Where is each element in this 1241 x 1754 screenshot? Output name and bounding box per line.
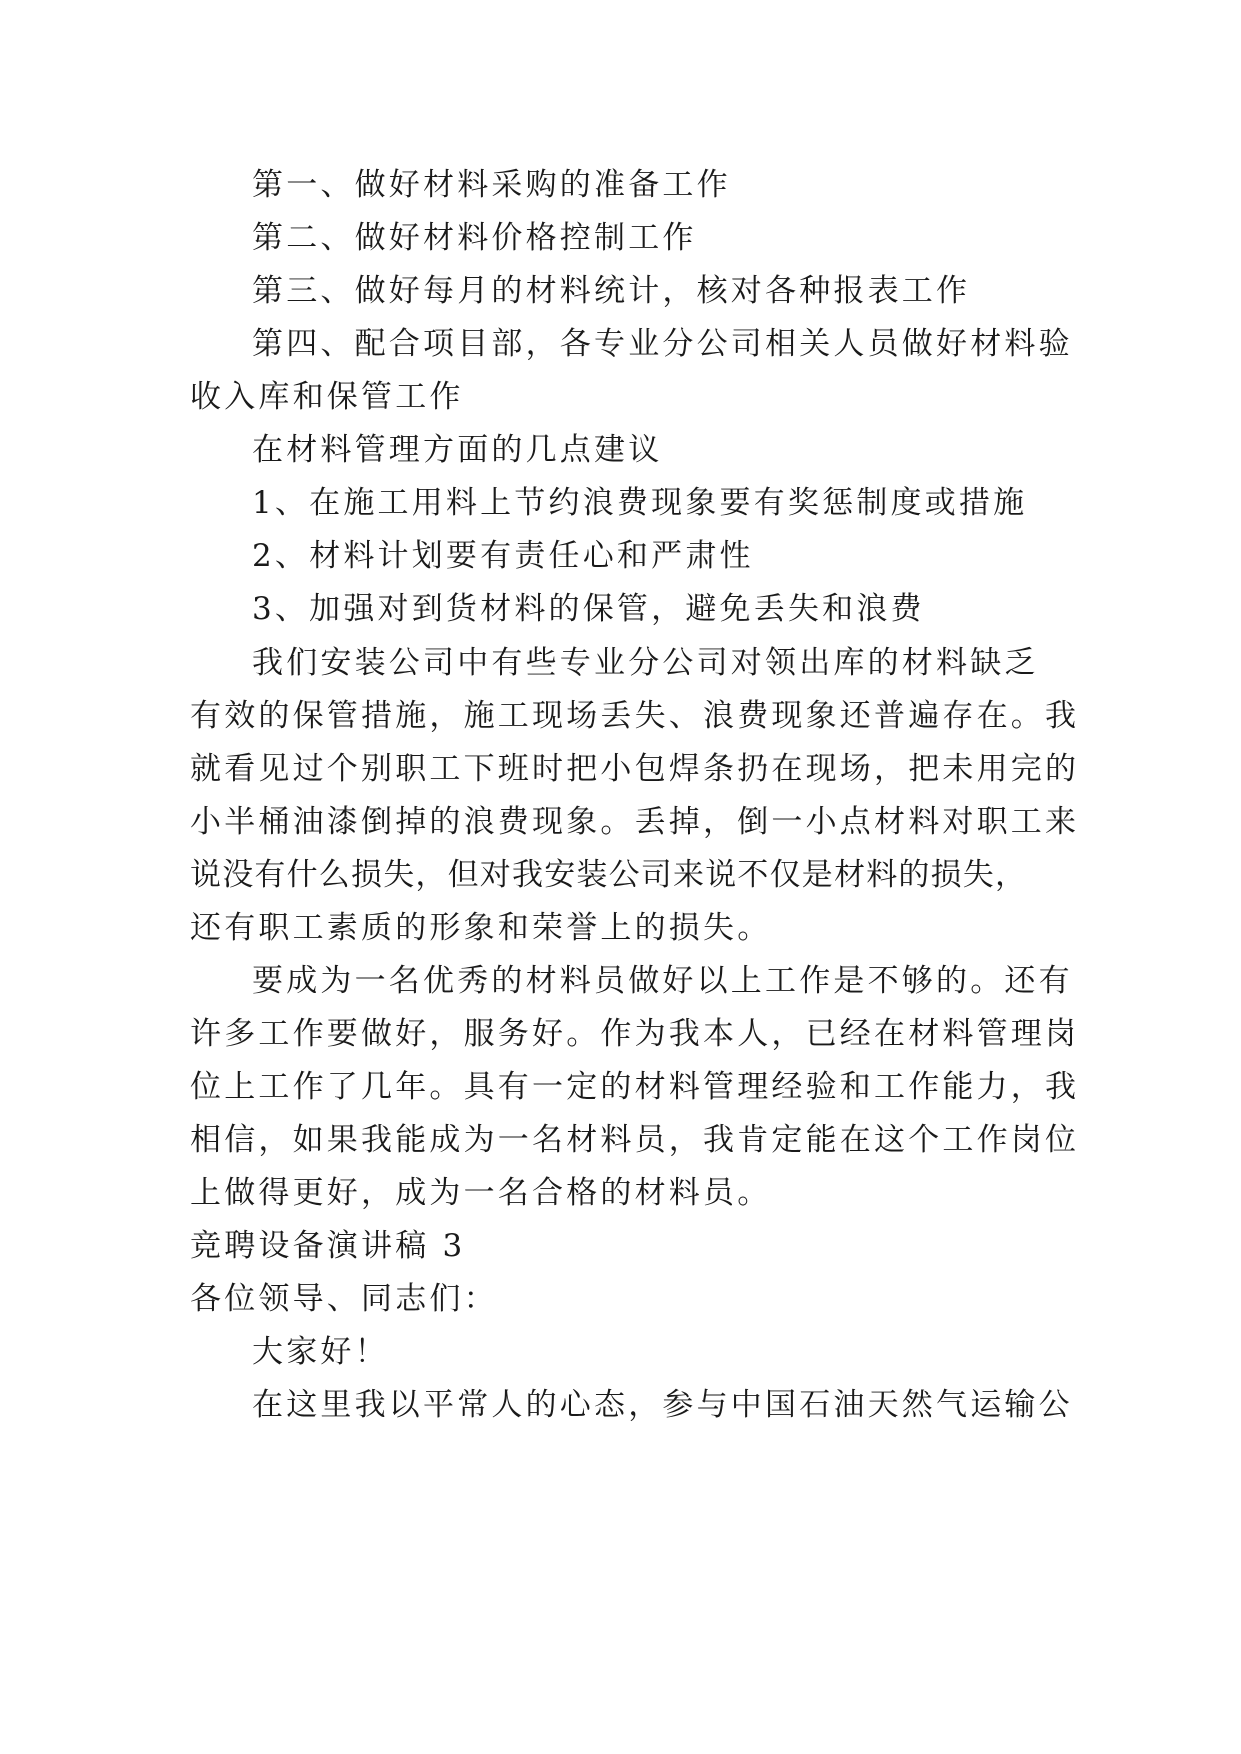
paragraph-line: 相信，如果我能成为一名材料员，我肯定能在这个工作岗位 — [190, 1122, 1080, 1158]
paragraph-line: 在这里我以平常人的心态，参与中国石油天然气运输公 — [252, 1387, 1073, 1423]
greeting: 大家好！ — [252, 1334, 389, 1370]
suggestion-item-1: 1、在施工用料上节约浪费现象要有奖惩制度或措施 — [252, 485, 1028, 521]
list-item-first: 第一、做好材料采购的准备工作 — [252, 167, 731, 203]
paragraph-line: 许多工作要做好，服务好。作为我本人，已经在材料管理岗 — [190, 1016, 1080, 1052]
paragraph-line: 还有职工素质的形象和荣誉上的损失。 — [190, 910, 772, 946]
paragraph-line: 就看见过个别职工下班时把小包焊条扔在现场，把未用完的 — [190, 751, 1080, 787]
section-title: 竞聘设备演讲稿 3 — [190, 1228, 466, 1264]
paragraph-line: 要成为一名优秀的材料员做好以上工作是不够的。还有 — [252, 963, 1073, 999]
list-item-fourth: 第四、配合项目部，各专业分公司相关人员做好材料验 — [252, 326, 1073, 362]
paragraph-line: 上做得更好，成为一名合格的材料员。 — [190, 1175, 772, 1211]
section-heading-suggestions: 在材料管理方面的几点建议 — [252, 432, 663, 468]
suggestion-item-2: 2、材料计划要有责任心和严肃性 — [252, 538, 754, 574]
paragraph-line: 小半桶油漆倒掉的浪费现象。丢掉，倒一小点材料对职工来 — [190, 804, 1080, 840]
list-item-second: 第二、做好材料价格控制工作 — [252, 220, 697, 256]
list-item-third: 第三、做好每月的材料统计，核对各种报表工作 — [252, 273, 971, 309]
list-item-fourth-continued: 收入库和保管工作 — [190, 379, 464, 415]
paragraph-line: 我们安装公司中有些专业分公司对领出库的材料缺乏 — [252, 645, 1039, 681]
paragraph-line: 说没有什么损失，但对我安装公司来说不仅是材料的损失， — [190, 857, 1028, 893]
salutation: 各位领导、同志们： — [190, 1281, 498, 1317]
paragraph-line: 位上工作了几年。具有一定的材料管理经验和工作能力，我 — [190, 1069, 1080, 1105]
paragraph-line: 有效的保管措施，施工现场丢失、浪费现象还普遍存在。我 — [190, 698, 1080, 734]
suggestion-item-3: 3、加强对到货材料的保管，避免丢失和浪费 — [252, 591, 925, 627]
